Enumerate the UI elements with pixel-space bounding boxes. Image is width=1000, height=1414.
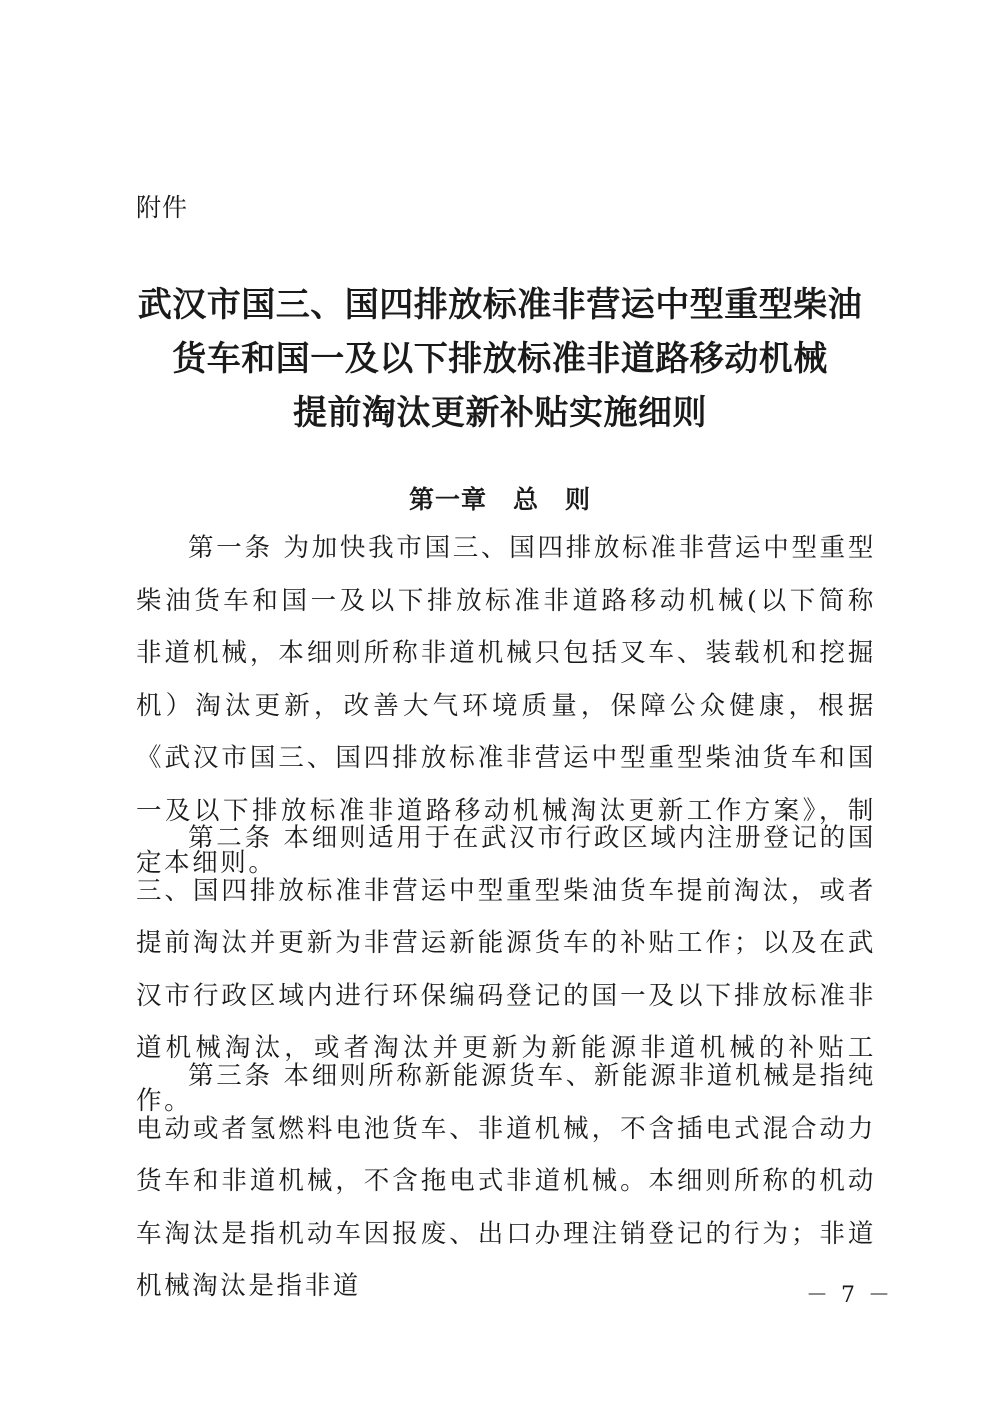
title-line-3: 提前淘汰更新补贴实施细则: [293, 393, 707, 433]
article-1-text: 第一条 为加快我市国三、国四排放标准非营运中型重型柴油货车和国一及以下排放标准非道路移动机械(以下简称非道机械，本细则所称非道机械只包括叉车、装载机和挖掘机）淘汰更新，改善大气环境质量，保障公众健康，根据《武汉市国三、国四排放标准非营运中型重型柴油货车和国一及以下排放标准非道路移动机械淘汰更新工作方案》，制定本细则。: [136, 533, 876, 878]
attachment-label: 附件: [136, 193, 189, 222]
chapter-heading: 第一章 总 则: [408, 485, 591, 514]
article-3: [136, 1050, 876, 1313]
title-line-2: 货车和国一及以下排放标准非道路移动机械: [172, 339, 828, 379]
article-3-text: 第三条 本细则所称新能源货车、新能源非道机械是指纯电动或者氢燃料电池货车、非道机械，不含插电式混合动力货车和非道机械，不含拖电式非道机械。本细则所称的机动车淘汰是指机动车因报废、出口办理注销登记的行为；非道机械淘汰是指非道: [136, 1061, 876, 1301]
title-line-1: 武汉市国三、国四排放标准非营运中型重型柴油: [137, 285, 863, 325]
article-2-text: 第二条 本细则适用于在武汉市行政区域内注册登记的国三、国四排放标准非营运中型重型柴油货车提前淘汰，或者提前淘汰并更新为非营运新能源货车的补贴工作；以及在武汉市行政区域内进行环保编码登记的国一及以下排放标准非道机械淘汰，或者淘汰并更新为新能源非道机械的补贴工作。: [136, 823, 876, 1116]
page-number: － 7 －: [806, 1283, 893, 1308]
document-title: [100, 278, 900, 440]
